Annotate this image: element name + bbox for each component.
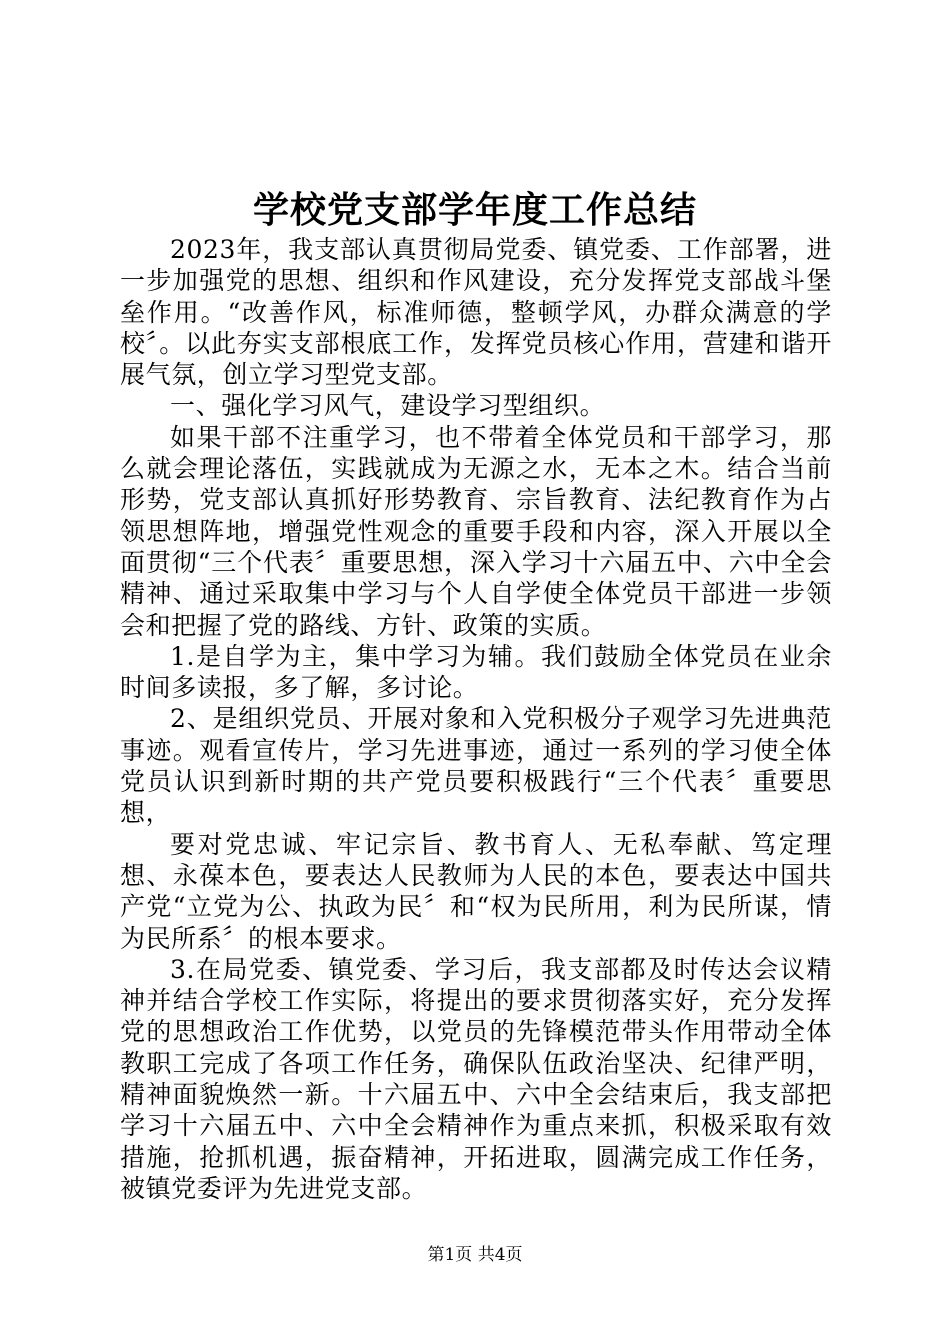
paragraph: 要对党忠诚、牢记宗旨、教书育人、无私奉献、笃定理想、永葆本色，要表达人民教师为人民的本色，要表达中国共产党“立党为公、执政为民〞和“权为民所用，利为民所谋，情为民所系〞的根本要求。 [120, 829, 832, 953]
paragraph: 如果干部不注重学习，也不带着全体党员和干部学习，那么就会理论落伍，实践就成为无源之水，无本之木。结合当前形势，党支部认真抓好形势教育、宗旨教育、法纪教育作为占领思想阵地，增强党性观念的重要手段和内容，深入开展以全面贯彻“三个代表〞重要思想，深入学习十六届五中、六中全会精神、通过采取集中学习与个人自学使全体党员干部进一步领会和把握了党的路线、方针、政策的实质。 [120, 422, 832, 640]
document-body [120, 234, 832, 1204]
page-number-footer: 第1页 共4页 [427, 1245, 523, 1265]
document-title: 学校党支部学年度工作总结 [252, 189, 697, 231]
paragraph: 3.在局党委、镇党委、学习后，我支部都及时传达会议精神并结合学校工作实际，将提出的要求贯彻落实好，充分发挥党的思想政治工作优势，以党员的先锋模范带头作用带动全体教职工完成了各项工作任务，确保队伍政治坚决、纪律严明，精神面貌焕然一新。十六届五中、六中全会结束后，我支部把学习十六届五中、六中全会精神作为重点来抓，积极采取有效措施，抢抓机遇，振奋精神，开拓进取，圆满完成工作任务，被镇党委评为先进党支部。 [120, 954, 832, 1203]
section-heading: 一、强化学习风气，建设学习型组织。 [170, 391, 606, 421]
paragraph: 2、是组织党员、开展对象和入党积极分子观学习先进典范事迹。观看宣传片，学习先进事迹，通过一系列的学习使全体党员认识到新时期的共产党员要积极践行“三个代表〞重要思想， [120, 704, 832, 828]
paragraph-intro: 2023年，我支部认真贯彻局党委、镇党委、工作部署，进一步加强党的思想、组织和作风建设，充分发挥党支部战斗堡垒作用。“改善作风，标准师德，整顿学风，办群众满意的学校〞。以此夯实支部根底工作，发挥党员核心作用，营建和谐开展气氛，创立学习型党支部。 [120, 235, 832, 390]
paragraph: 1.是自学为主，集中学习为辅。我们鼓励全体党员在业余时间多读报，多了解，多讨论。 [120, 641, 832, 703]
